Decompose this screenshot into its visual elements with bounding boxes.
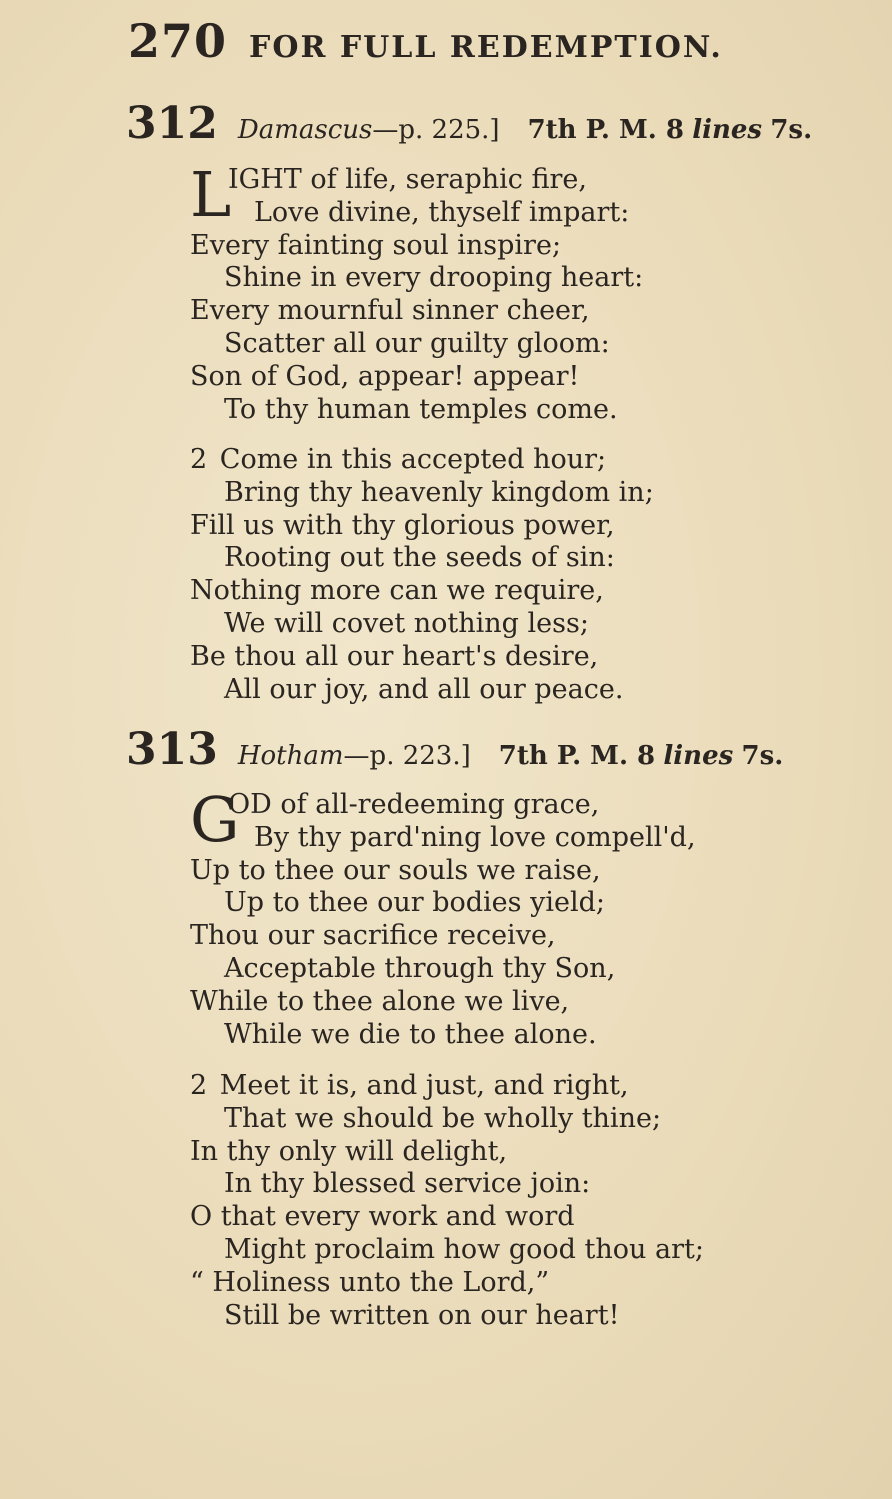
stanza-line: While we die to thee alone. [224,1018,597,1050]
stanza-line [190,1070,704,1103]
hymn-number: 313 [126,724,218,775]
stanza-line: IGHT of life, seraphic fire, [228,164,587,195]
meter-syllables: 7s. [741,741,784,771]
stanza-line [190,444,654,477]
stanza-line: By thy pard'ning love compell'd, [254,821,696,853]
drop-cap: L [190,158,232,231]
stanza-line: Acceptable through thy Son, [224,952,616,984]
meter-number: 7th P. M. 8 [527,115,684,145]
hymn-313-stanza-1 [190,783,696,1051]
stanza-number: 2 [190,1070,208,1101]
stanza-number: 2 [190,444,208,475]
stanza-line: Still be written on our heart! [224,1299,620,1331]
hymn-312-heading [126,98,812,149]
stanza-line: Fill us with thy glorious power, [190,509,615,541]
tune-name: Hotham [237,741,344,771]
stanza-line-text: Come in this accepted hour; [219,444,607,475]
stanza-line: O that every work and word [190,1201,575,1233]
meter-lines: lines [663,741,734,771]
stanza-line: Love divine, thyself impart: [254,196,630,228]
stanza-line: Son of God, appear! appear! [190,360,580,392]
stanza-line: Bring thy heavenly kingdom in; [224,476,654,508]
hymn-313-stanza-2 [190,1070,704,1332]
stanza-line: Every mournful sinner cheer, [190,295,590,327]
page-number: 270 [128,14,228,68]
stanza-line: Every fainting soul inspire; [190,229,562,261]
stanza-line: Rooting out the seeds of sin: [224,542,615,574]
stanza-line: Might proclaim how good thou art; [224,1233,704,1265]
stanza-line: Shine in every drooping heart: [224,262,644,294]
tune-reference [238,741,471,771]
stanza-line: “ Holiness unto the Lord,” [190,1266,550,1298]
stanza-line: That we should be wholly thine; [224,1102,662,1134]
tune-name: Damascus [237,115,373,145]
meter-syllables: 7s. [770,115,813,145]
stanza-line: While to thee alone we live, [190,985,570,1017]
stanza-line: In thy only will delight, [190,1135,508,1167]
stanza-line-text: Meet it is, and just, and right, [219,1070,629,1101]
stanza-line: In thy blessed service join: [224,1168,591,1200]
stanza-line: To thy human temples come. [224,393,618,425]
tune-page-ref: —p. 225.] [372,115,500,145]
drop-cap: G [190,783,240,856]
stanza-line: Be thou all our heart's desire, [190,640,599,672]
meter-number: 7th P. M. 8 [498,741,656,771]
hymn-number: 312 [126,98,218,149]
page-header [128,14,723,68]
stanza-line: Up to thee our bodies yield; [224,887,605,919]
stanza-line: Thou our sacrifice receive, [190,920,556,952]
stanza-line: OD of all-redeeming grace, [228,789,600,820]
running-title: FOR FULL REDEMPTION. [249,30,723,65]
tune-reference [238,115,500,145]
hymn-312-stanza-2 [190,444,654,706]
stanza-line: Up to thee our souls we raise, [190,854,601,886]
stanza-line: Nothing more can we require, [190,575,604,607]
stanza-line: All our joy, and all our peace. [224,673,624,705]
hymn-313-heading [126,724,783,775]
tune-page-ref: —p. 223.] [343,741,471,771]
stanza-line: Scatter all our guilty gloom: [224,327,610,359]
stanza-line: We will covet nothing less; [224,607,589,639]
hymn-312-stanza-1 [190,158,644,426]
meter [528,115,813,145]
meter [499,741,784,771]
meter-lines: lines [692,115,763,145]
